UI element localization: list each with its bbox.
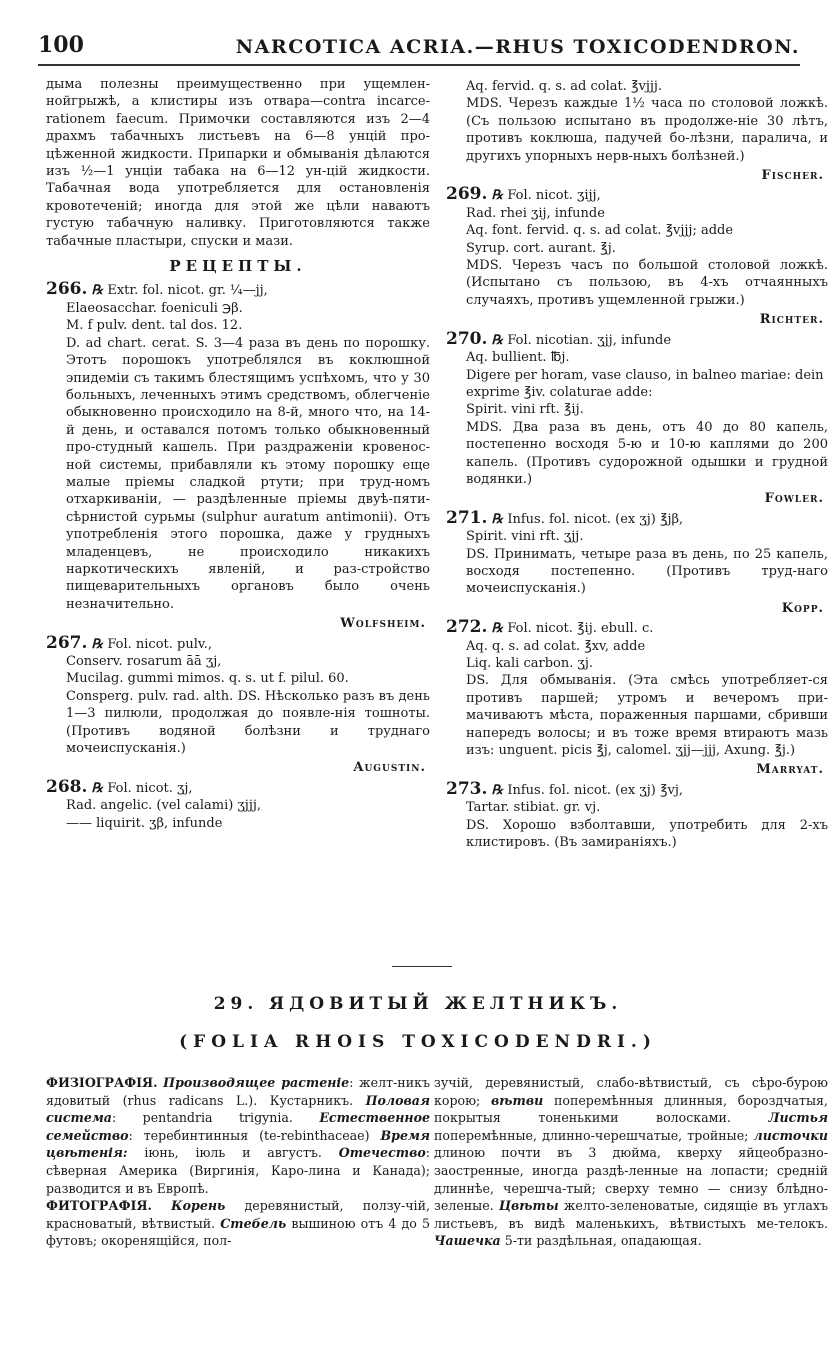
recipe-author: Marryat. [756, 762, 824, 778]
sex-text: : pentandria trigynia. [111, 1110, 293, 1126]
recipe-ingredient: Infus. fol. nicot. (ex ʒj) ℥jβ, [507, 511, 684, 527]
root-label: Корень [171, 1198, 226, 1214]
desc-text-c: поперемѣнные, длинно-черешчатые, тройные; [434, 1127, 749, 1143]
recipe-block [446, 507, 828, 617]
recipe-ingredient: Elaeosacchar. foeniculi ℈β. [66, 300, 243, 316]
recipe-ingredient: Tartar. stibiat. gr. vj. [466, 800, 601, 816]
recipe-block [446, 328, 828, 508]
family-label: Естественное семейство [46, 1110, 430, 1143]
section-title: 29. ЯДОВИТЫЙ ЖЕЛТНИКЪ. [213, 994, 623, 1014]
recipe-ingredient: Fol. nicot. ʒj, [107, 780, 193, 796]
recipe-number: 273. [446, 778, 488, 799]
recipe-block [446, 778, 828, 852]
recipe-instructions: DS. Хорошо взболтавши, употребить для 2-хъ клистировъ. (Въ замираніяхъ.) [466, 817, 828, 851]
recipe-ingredient: Aq. q. s. ad colat. ℥xv, adde [466, 638, 646, 654]
recipe-ingredient: —— liquirit. ʒβ, infunde [66, 815, 223, 831]
desc-text-a: зучій, деревянистый, слабо-вѣтвистый, съ сѣро-бурою корою; [434, 1075, 828, 1108]
description-left [46, 1074, 430, 1250]
recipe-instructions: MDS. Черезъ каждые 1½ часа по столовой ложкѣ. (Съ пользою испытано въ продолже-ніе 30 лѣтъ, противъ коклюша, падучей бо-лѣзни, паралича, и другихъ упорныхъ нерв-ныхъ болѣзней.) [466, 96, 828, 164]
recipe-ingredient: Fol. nicot. ʒijj, [507, 188, 601, 204]
phytography-paragraph [46, 1197, 430, 1250]
recipe-block [46, 776, 430, 832]
right-column [446, 76, 828, 851]
description-continued [434, 1074, 828, 1250]
shoots-label: вѣтви [491, 1092, 544, 1108]
recipe-ingredient: Aq. bullient. ℔j. [466, 350, 570, 366]
recipe-number: 272. [446, 617, 488, 638]
flowers-label: Цвѣты [498, 1198, 559, 1214]
recipe-ingredient: Digere per horam, vase clauso, in balneo mariae: dein exprime ℥iv. colaturae adde: [466, 367, 824, 400]
desc-text-d: длиною почти въ 3 дюйма, кверху яйцеобразно-заостренные, иногда раздѣ-ленные на лопасти; средній длиннѣе, черешча-тый; сверху темно — снизу блѣдно-зеленые. [434, 1145, 828, 1214]
recipe-symbol: ℞ [91, 283, 104, 299]
leaves-label: Листья [768, 1110, 828, 1126]
recipe-instructions: MDS. Два раза въ день, отъ 40 до 80 капель, постепенно восходя 5-ю и 10-ю каплями до 200 капель. (Противъ судорожной одышки и грудной водянки.) [466, 419, 828, 487]
page-header [38, 32, 800, 66]
recipe-first-line [46, 281, 430, 299]
left-recipe-list [46, 281, 430, 832]
stem-label: Стебель [220, 1215, 287, 1231]
recipe-ingredient: Aq. fervid. q. s. ad colat. ℥vjjj. [466, 79, 663, 94]
bloom-label: Время цвѣтенія: [46, 1127, 430, 1161]
recipe-symbol: ℞ [491, 621, 504, 637]
recipe-author: Kopp. [781, 600, 824, 616]
recipe-first-line [446, 778, 828, 799]
recipe-ingredient: Liq. kali carbon. ʒj. [466, 656, 593, 671]
recipe-block [446, 78, 828, 184]
recipe-ingredient: Rad. angelic. (vel calami) ʒjjj, [66, 798, 262, 814]
home-text: : сѣверная Америка (Виргинія, Каро-лина и Канада); разводится и въ Европѣ. [46, 1145, 430, 1196]
recipe-ingredient: Aq. font. fervid. q. s. ad colat. ℥vjjj; adde [466, 223, 734, 239]
physiography-label: ФИЗІОГРАФІЯ. [46, 1075, 158, 1090]
recipe-ingredient: Spirit. vini rft. ʒjj. [466, 529, 584, 545]
phytography-label: ФИТОГРАФІЯ. [46, 1198, 152, 1214]
home-label: Отечество [338, 1145, 426, 1161]
left-column [46, 76, 430, 832]
recipe-block [446, 619, 828, 779]
recipe-ingredient: Syrup. cort. aurant. ℥j. [466, 240, 616, 256]
sex-label: Половая система [46, 1092, 430, 1126]
recipe-ingredient: Mucilag. gummi mimos. q. s. ut f. pilul. 60. [66, 671, 349, 687]
recipe-first-line [446, 328, 828, 349]
recipe-instructions: MDS. Черезъ часъ по большой столовой ложкѣ. (Испытано съ пользою, въ 4-хъ отчаянныхъ случаяхъ, противъ ущемленной грыжи.) [466, 258, 828, 308]
recipe-symbol: ℞ [491, 511, 504, 527]
recipe-ingredient: Fol. nicot. pulv., [107, 636, 212, 652]
recipe-first-line [46, 632, 430, 653]
recipe-author: Richter. [759, 312, 824, 328]
recipe-first-line [446, 186, 828, 204]
description-right [434, 1074, 828, 1250]
recipe-instructions: DS. Принимать, четыре раза въ день, по 25 капель, восходя постепенно. (Противъ труд-наго мочеиспусканія.) [466, 546, 828, 597]
bloom-text: іюнь, іюль и августъ. [127, 1145, 322, 1161]
desc-text-f: 5-ти раздѣльная, опадающая. [500, 1233, 702, 1249]
recipe-first-line [446, 619, 828, 637]
stem-text: вышиною отъ 4 до 5 футовъ; окоренящійся, пол- [46, 1215, 430, 1249]
recipe-number: 267. [46, 632, 88, 653]
recipe-ingredient: Extr. fol. nicot. gr. ¼—jj, [107, 283, 268, 299]
recipe-ingredient: Spirit. vini rft. ℥ij. [466, 402, 584, 418]
recipe-number: 268. [46, 776, 88, 797]
right-recipe-list [446, 78, 828, 851]
producing-text: : желт-никъ ядовитый (rhus radicans L.). Кустарникъ. [46, 1075, 430, 1108]
recipe-block [46, 632, 430, 777]
recipe-symbol: ℞ [491, 332, 504, 348]
desc-text-b: поперемѣнныя длинныя, бороздчатыя, покрытыя тоненькими волосками. [434, 1092, 828, 1126]
leaflets-label: листочки [753, 1127, 828, 1143]
recipe-author: Wolfsheim. [340, 616, 426, 632]
desc-text-e: желто-зеленоватые, сидящіе въ углахъ листьевъ, въ видѣ маленькихъ, вѣтвистыхъ ме-телокъ. [434, 1198, 828, 1231]
recipe-author: Fischer. [761, 168, 824, 184]
recipe-instructions: DS. Для обмыванія. (Эта смѣсь употребляет-ся противъ паршей; утромъ и вечеромъ при-мачиваютъ мѣста, пораженныя паршами, сбривши напередъ волосы; и въ тоже время втираютъ мазь изъ: unguent. picis ℥j, calomel. ʒjj—jjj, Axung. ℥j.) [466, 673, 828, 759]
recipe-ingredient: M. f pulv. dent. tal dos. 12. [66, 318, 243, 334]
recipe-instructions: D. ad chart. cerat. S. 3—4 раза въ день по порошку. Этотъ порошокъ употреблялся въ коклюшной эпидеміи съ такимъ блестящимъ успѣхомъ, что у 30 больныхъ, леченныхъ этимъ средствомъ, облегченіе обыкновенно происходило на 8-й, много что, на 14-й день, и оставался потомъ только обыкновенный про-студный кашель. При раздраженіи кровенос-ной системы, прибавляли къ этому порошку еще малые пріемы сладкой ртути; при труд-номъ отхаркиваніи, — раздѣленные пріемы двуѣ-пяти-сѣрнистой сурьмы (sulphur auratum antimonii). Отъ употребленія этого порошка, даже у грудныхъ младенцевъ, не происходило никакихъ наркотическихъ явленій, и раз-стройство пищеварительныхъ органовъ было очень незначительно. [66, 335, 430, 612]
physiography-paragraph [46, 1074, 430, 1197]
recipe-author: Fowler. [764, 491, 824, 507]
recipe-first-line [46, 776, 430, 797]
recipe-number: 269. [446, 184, 488, 205]
recipe-symbol: ℞ [91, 636, 104, 652]
calyx-label: Чашечка [434, 1233, 501, 1249]
page-number: 100 [38, 32, 84, 58]
recipe-number: 266. [46, 279, 88, 300]
recipe-block [446, 186, 828, 328]
recipe-first-line [446, 507, 828, 528]
recipe-ingredient: Fol. nicot. ℥ij. ebull. c. [507, 621, 654, 637]
recipe-symbol: ℞ [91, 780, 104, 796]
recipe-ingredient: Infus. fol. nicot. (ex ʒj) ℥vj, [507, 782, 683, 798]
section-divider [392, 966, 452, 967]
recipe-author: Augustin. [353, 760, 426, 776]
recipe-ingredient: Fol. nicotian. ʒjj, infunde [507, 332, 672, 348]
recipe-ingredient: Conserv. rosarum āā ʒj, [66, 654, 222, 669]
recipe-block [46, 281, 430, 632]
header-rule [38, 64, 800, 66]
recipes-heading: РЕЦЕПТЫ. [169, 257, 307, 276]
recipe-symbol: ℞ [491, 782, 504, 798]
section-subtitle: (FOLIA RHOIS TOXICODENDRI.) [179, 1032, 657, 1052]
recipe-number: 271. [446, 507, 488, 528]
family-text: : теребинтинныя (te-rebinthaceae) [128, 1127, 370, 1143]
producing-label: Производящее растеніе [163, 1075, 350, 1090]
recipe-number: 270. [446, 328, 488, 349]
root-text: деревянистый, ползу-чій, красноватый, вѣтвистый. [46, 1198, 430, 1231]
recipe-ingredient: Rad. rhei ʒij, infunde [466, 205, 605, 221]
recipe-instructions: Consperg. pulv. rad. alth. DS. Нѣсколько разъ въ день 1—3 пилюли, продолжая до появле-нія тошноты. (Противъ водяной болѣзни и труднаго мочеиспусканія.) [66, 688, 430, 757]
intro-paragraph: дыма полезны преимущественно при ущемлен-нойгрыжѣ, а клистиры изъ отвара—contra incarce-rationem faecum. Примочки составляются изъ 2—4 драхмъ табачныхъ листьевъ на 6—8 унцій про-цѣженной жидкости. Припарки и обмыванія дѣлаются изъ ½—1 унціи табака на 6—12 ун-цій жидкости. Табачная вода употребляется для остановленія кровотеченій; иногда для этой же цѣли наваютъ густую табачную наливку. Приготовляются также табачные пластыри, спуски и мази. [46, 77, 430, 249]
running-title: NARCOTICA ACRIA.—RHUS TOXICODENDRON. [235, 36, 800, 58]
recipe-symbol: ℞ [491, 188, 504, 204]
